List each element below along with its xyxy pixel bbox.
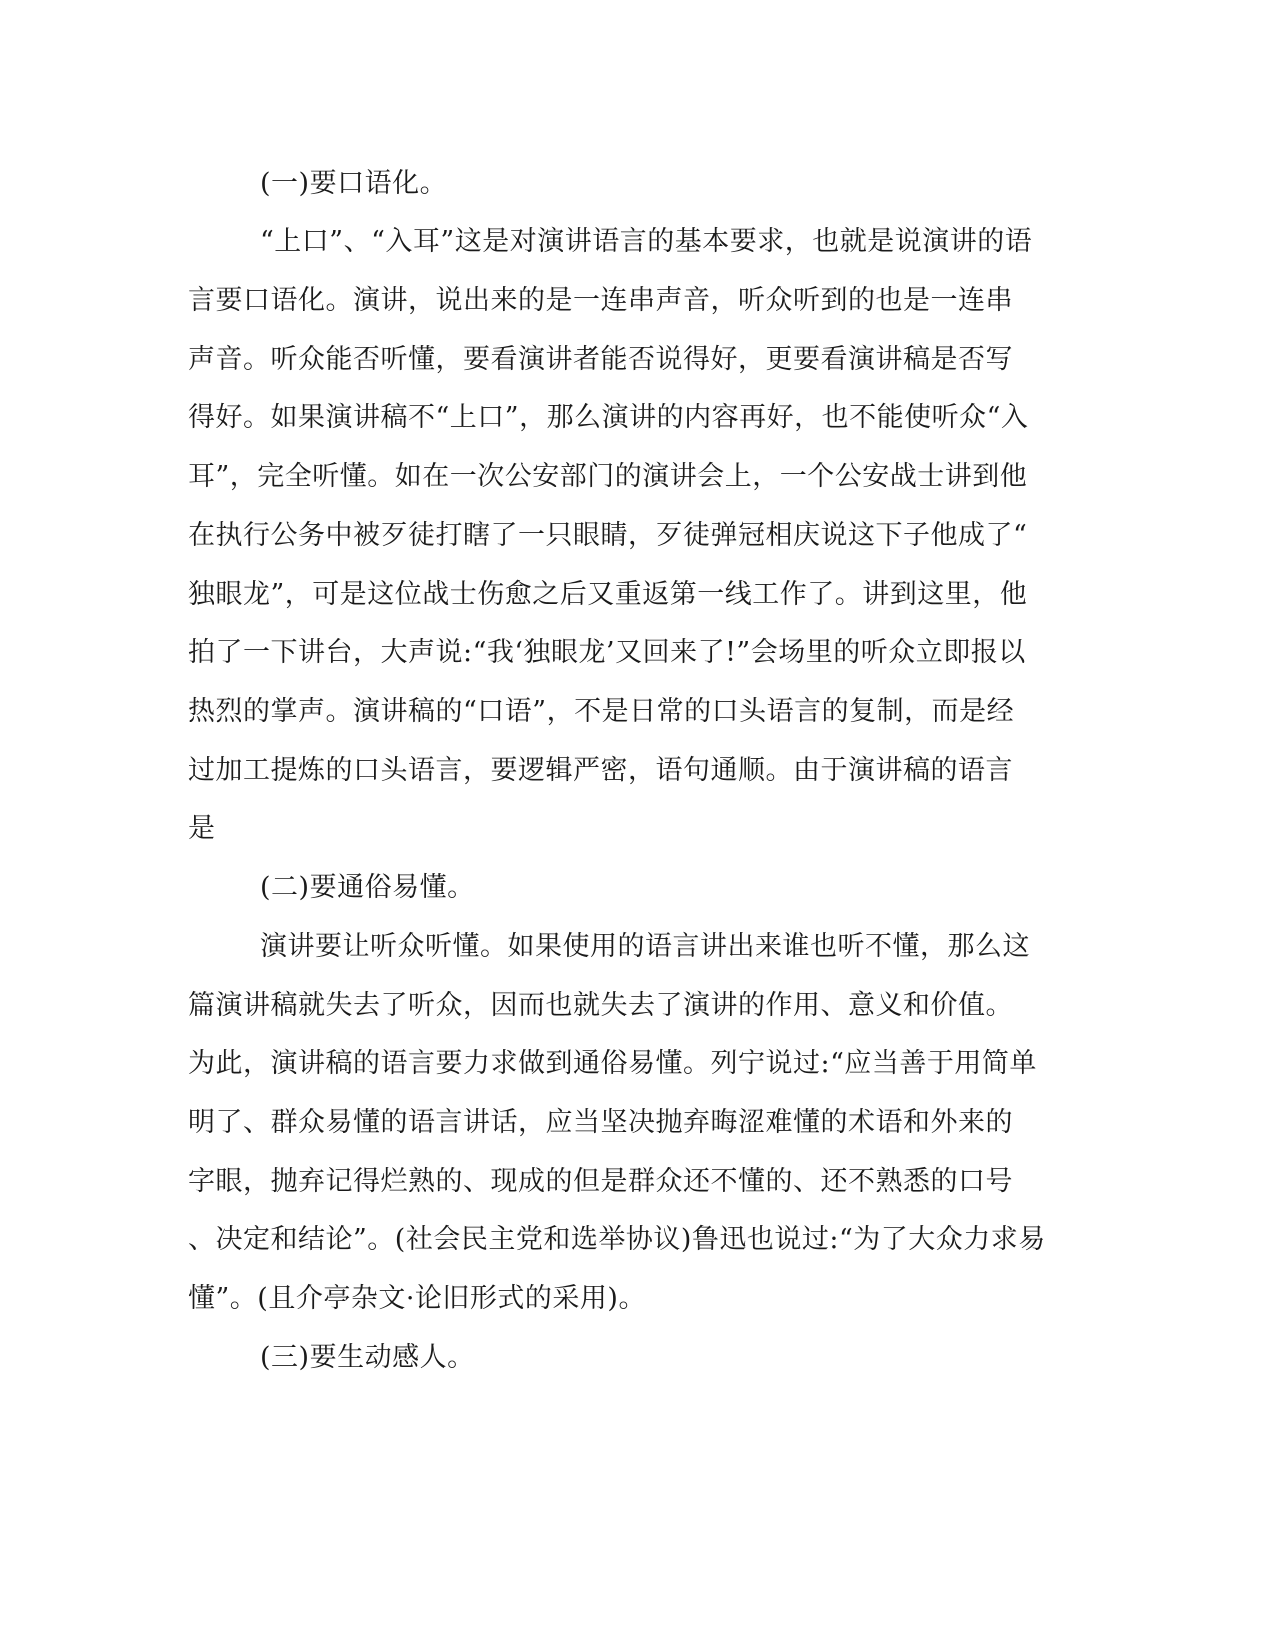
paragraph-line: 过加工提炼的口头语言，要逻辑严密，语句通顺。由于演讲稿的语言 [188, 755, 1013, 786]
paragraph-line: 耳”，完全听懂。如在一次公安部门的演讲会上，一个公安战士讲到他 [188, 461, 1028, 492]
paragraph-line: 篇演讲稿就失去了听众，因而也就失去了演讲的作用、意义和价值。 [188, 990, 1013, 1021]
paragraph-line: 、决定和结论”。(社会民主党和选举协议)鲁迅也说过:“为了大众力求易 [188, 1224, 1046, 1255]
paragraph-line: 为此，演讲稿的语言要力求做到通俗易懂。列宁说过:“应当善于用简单 [188, 1048, 1037, 1079]
paragraph-line: 明了、群众易懂的语言讲话，应当坚决抛弃晦涩难懂的术语和外来的 [188, 1107, 1013, 1138]
paragraph-line: 言要口语化。演讲，说出来的是一连串声音，听众听到的也是一连串 [188, 285, 1013, 316]
paragraph-line: 在执行公务中被歹徒打瞎了一只眼睛，歹徒弹冠相庆说这下子他成了“ [188, 520, 1028, 551]
paragraph-line: 演讲要让听众听懂。如果使用的语言讲出来谁也听不懂，那么这 [260, 931, 1030, 962]
paragraph-line: 独眼龙”，可是这位战士伤愈之后又重返第一线工作了。讲到这里，他 [188, 579, 1028, 610]
paragraph-line: “上口”、“入耳”这是对演讲语言的基本要求，也就是说演讲的语 [260, 226, 1033, 257]
paragraph-line: 懂”。(且介亭杂文·论旧形式的采用)。 [188, 1283, 646, 1314]
paragraph-line: 拍了一下讲台，大声说:“我‘独眼龙’又回来了!”会场里的听众立即报以 [188, 637, 1026, 668]
section-heading-3: (三)要生动感人。 [260, 1342, 475, 1373]
paragraph-line: 字眼，抛弃记得烂熟的、现成的但是群众还不懂的、还不熟悉的口号 [188, 1166, 1013, 1197]
paragraph-line: 热烈的掌声。演讲稿的“口语”，不是日常的口头语言的复制，而是经 [188, 696, 1015, 727]
section-heading-2: (二)要通俗易懂。 [260, 872, 475, 903]
section-heading-1: (一)要口语化。 [260, 168, 448, 199]
paragraph-line: 是 [188, 813, 216, 844]
paragraph-line: 得好。如果演讲稿不“上口”，那么演讲的内容再好，也不能使听众“入 [188, 402, 1029, 433]
paragraph-line: 声音。听众能否听懂，要看演讲者能否说得好，更要看演讲稿是否写 [188, 344, 1013, 375]
